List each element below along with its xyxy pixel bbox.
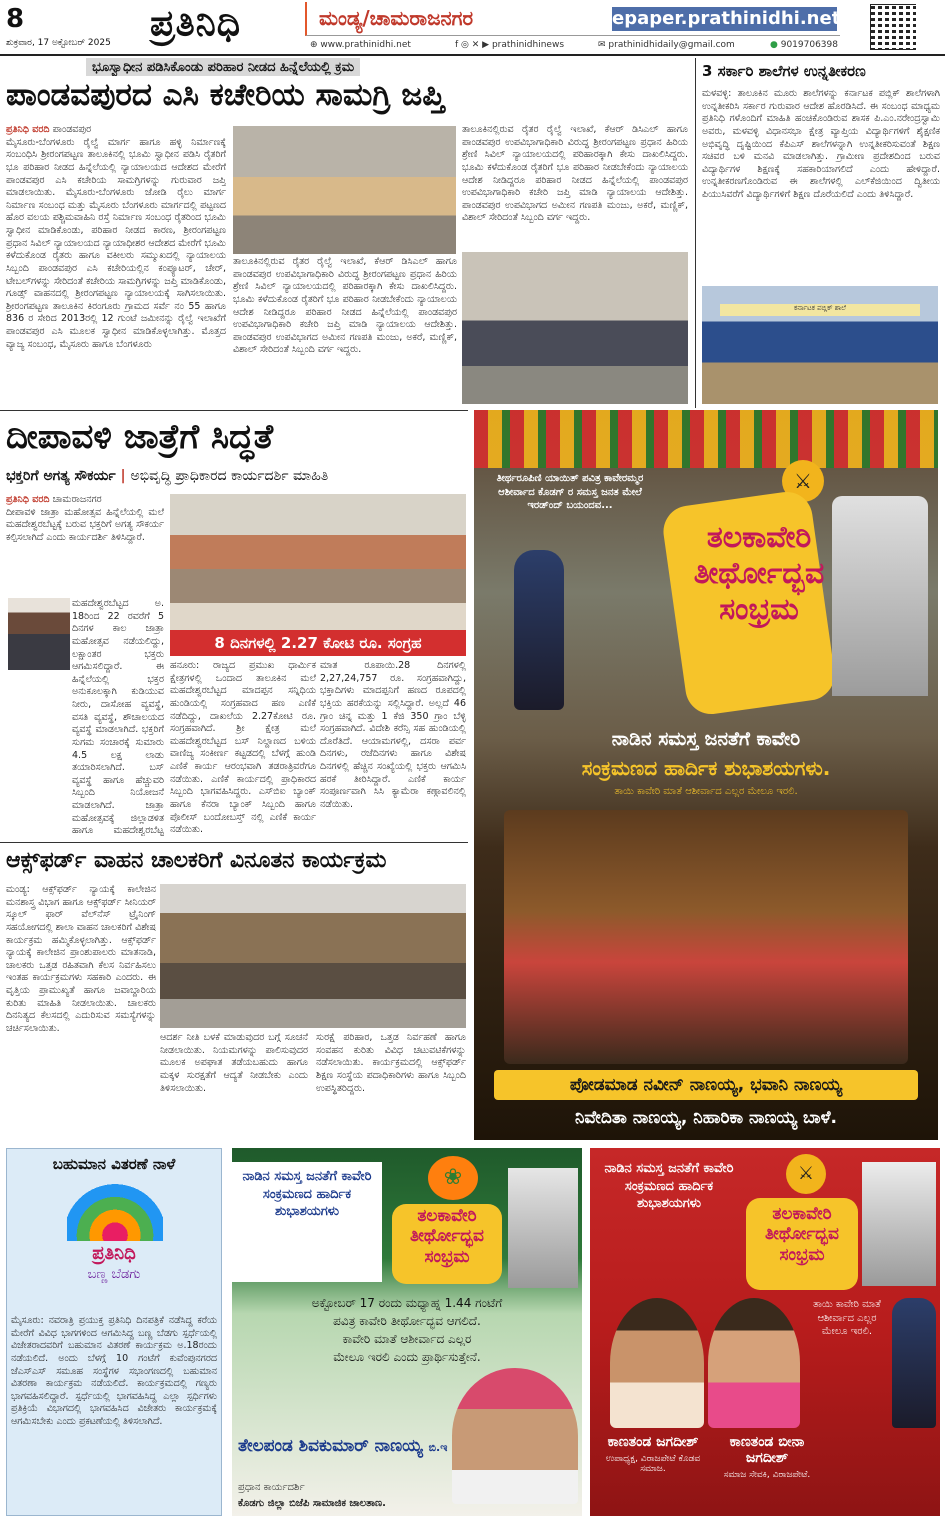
red-ad-greeting: ನಾಡಿನ ಸಮಸ್ತ ಜನತೆಗೆ ಕಾವೇರಿ ಸಂಕ್ರಮಣದ ಹಾರ್ದಿಕ ಶುಭಾಶಯಗಳು <box>604 1161 734 1212</box>
ad-main-title-1: ತಲಕಾವೇರಿ <box>706 520 812 555</box>
issue-date: ಶುಕ್ರವಾರ, 17 ಅಕ್ಟೋಬರ್ 2025 <box>6 38 111 48</box>
globe-icon: ⊕ <box>310 40 321 50</box>
ad-main-tagline: ತೀರ್ಥರೂಪಿಣಿ ಯಾಯಿತ್ ಪವಿತ್ರ ಕಾವೇರಮ್ಮರ ಆಶೀರ್ವಾದ ಕೊಡಗ್ ರ ಸಮಸ್ತ ಜನತ ಮೇಲೆ ಇರಡ್‌ಂದ್ ಬಯಂದವ... <box>496 473 644 511</box>
mail-icon: ✉ <box>598 40 609 50</box>
ad-main-title-3: ಸಂಭ್ರಮ <box>719 592 799 627</box>
ad-main-greeting-1: ನಾಡಿನ ಸಮಸ್ತ ಜನತೆಗೆ ಕಾವೇರಿ <box>611 728 801 750</box>
talakaveri-ad-main[interactable] <box>474 410 938 1140</box>
social-handle[interactable]: f ◎ ✕ ▶ prathinidhinews <box>455 40 565 50</box>
person1-portrait <box>610 1298 704 1428</box>
story3-banner: 8 ದಿನಗಳಲ್ಲಿ 2.27 ಕೋಟಿ ರೂ. ಸಂಗ್ರಹ <box>170 630 466 656</box>
story1-headline[interactable]: ಪಾಂಡವಪುರದ ಎಸಿ ಕಚೇರಿಯ ಸಾಮಗ್ರಿ ಜಪ್ತಿ <box>6 80 445 113</box>
story3-dateline: ಚಾಮರಾಜನಗರ <box>52 494 102 505</box>
website-link[interactable]: ⊕ www.prathinidhi.net <box>310 40 411 50</box>
story3-subhead-a: ಭಕ್ತರಿಗೆ ಅಗತ್ಯ ಸೌಕರ್ಯ <box>6 468 116 484</box>
story4-col2 <box>160 1032 308 1138</box>
story1-photo-furniture <box>233 126 456 254</box>
region-box <box>305 2 840 36</box>
story2-school-photo <box>702 286 938 404</box>
story2-headline[interactable]: 3 ಸರ್ಕಾರಿ ಶಾಲೆಗಳ ಉನ್ನತೀಕರಣ <box>702 64 866 80</box>
story3-lead-text: ದೀಪಾವಳಿ ಜಾತ್ರಾ ಮಹೋತ್ಸವ ಹಿನ್ನೆಲೆಯಲ್ಲಿ ಮಲೆ ಮಹದೇಶ್ವರಬೆಟ್ಟಕ್ಕೆ ಬರುವ ಭಕ್ತರಿಗೆ ಅಗತ್ಯ ಸೌಕರ್ಯ ಕಲ್ಪಿಸಲಾಗಿದೆ ಎಂದು ಕಾರ್ಯದರ್ಶಿ ತಿಳಿಸಿದ್ದಾರೆ. <box>6 506 164 543</box>
story1-dateline: ಪಾಂಡವಪುರ <box>52 124 92 135</box>
story1-photo-officials <box>462 252 688 404</box>
ad-main-blessing: ತಾಯಿ ಕಾವೇರಿ ಮಾತೆ ಆಶೀರ್ವಾದ ಎಲ್ಲರ ಮೇಲೂ ಇರಲಿ. <box>614 786 798 797</box>
phone-number: ● 9019706398 <box>770 40 838 50</box>
story3-byline: ಪ್ರತಿನಿಧಿ ವರದಿ <box>6 494 50 505</box>
story1-byline: ಪ್ರತಿನಿಧಿ ವರದಿ <box>6 124 50 135</box>
prize-box <box>6 1148 222 1516</box>
bjp-portrait <box>452 1368 578 1504</box>
lotus-logo-icon <box>67 1183 163 1241</box>
story1-kicker: ಭೂಸ್ವಾಧೀನ ಪಡಿಸಿಕೊಂಡು ಪರಿಹಾರ ನೀಡದ ಹಿನ್ನೆಲೆಯಲ್ಲಿ ಕ್ರಮ <box>86 58 360 76</box>
red-ad-shrine-image <box>862 1162 936 1286</box>
red-ad[interactable] <box>590 1148 940 1516</box>
goddess-idol-image <box>514 550 564 710</box>
story1-col1-text: ಮೈಸೂರು-ಬೆಂಗಳೂರು ರೈಲ್ವೆ ಮಾರ್ಗ ಹಾಗೂ ಹಳ್ಳಿ ನಿರ್ಮಾಣಕ್ಕೆ ಸಂಬಂಧಿಸಿ ಶ್ರೀರಂಗಪಟ್ಟಣ ತಾಲೂಕಿನಲ್ಲಿ ಭೂಮಿ ಸ್ವಾಧೀನ ಪಡಿಸಿ ರೈತರಿಗೆ ಭೂ ಪರಿಹಾರ ನೀಡದ ಹಿನ್ನೆಲೆಯಲ್ಲಿ ನ್ಯಾಯಾಲಯದ ಆದೇಶದ ಮೇರೆಗೆ ಪಾಂಡವಪುರ ಎಸಿ ಕಚೇರಿಯ ಸಾಮಗ್ರಿಗಳನ್ನು ಗುರುವಾರ ಜಪ್ತಿ ಮಾಡಲಾಯಿತು. ಮೈಸೂರು-ಬೆಂಗಳೂರು ಜೋಡಿ ರೈಲು ಮಾರ್ಗ ನಿರ್ಮಾಣ ಸಂಬಂಧ ಮತ್ತು ಮೈಸೂರು ಬೆಂಗಳೂರು ಮಾರ್ಗದಲ್ಲಿ ಪಟ್ಟಣದ ಹೊರ ವಲಯ ಪಶ್ಚಿಮವಾಹಿನಿ ರಸ್ತೆ ನಿರ್ಮಾಣ ಸಂಬಂಧ ರೈತರಿಂದ ಭೂಮಿ ಸ್ವಾಧೀನ ಮಾಡಿಕೊಂಡು, ಪರಿಹಾರ ನೀಡದ ಕಾರಣ, ಶ್ರೀರಂಗಪಟ್ಟಣ ಪ್ರಧಾನ ಸಿವಿಲ್ ನ್ಯಾಯಾಲಯದ ನ್ಯಾಯಾಧೀಶರ ಆದೇಶದ ಮೇರೆಗೆ ಭೂಮಿ ಕಳೆದುಕೊಂಡ ರೈತರು ಹಾಗೂ ವಕೀಲರು ಸಮ್ಮುಖದಲ್ಲಿ ನ್ಯಾಯಾಲಯ ಸಿಬ್ಬಂದಿ ಪಾಂಡವಪುರ ಎಸಿ ಕಚೇರಿಯಲ್ಲಿನ ಕಂಪ್ಯೂಟರ್, ಚೇರ್, ಟೇಬಲ್‌ಗಳನ್ನು ಸೇರಿದಂತೆ ಕಚೇರಿಯ ಸಾಮಗ್ರಿಗಳನ್ನು ಜಪ್ತಿ ಮಾಡಿಕೊಂಡು, ಗೂಡ್ಸ್ ವಾಹನದಲ್ಲಿ ಶ್ರೀರಂಗಪಟ್ಟಣ ನ್ಯಾಯಾಲಯಕ್ಕೆ ಸಾಗಿಸಲಾಯಿತು. ಶ್ರೀರಂಗಪಟ್ಟಣ ತಾಲೂಕಿನ ಕಿರಂಗೂರು ಗ್ರಾಮದ ಸರ್ವೆ ನಂ 55 ಹಾಗೂ 836 ರ ಸೇರಿದ 2013ರಲ್ಲಿ 12 ಗುಂಟೆ ಜಮೀನನ್ನು ರೈಲ್ವೆ ಇಲಾಖೆಗೆ ಪಾಂಡವಪುರ ಎಸಿ ಮೂಲಕ ಸ್ವಾಧೀನ ಮಾಡಿಕೊಳ್ಳಲಾಗಿತ್ತು. ಮೊತ್ತದ ವ್ಯಾಜ್ಯ ಸಂಬಂಧ, ಮೈಸೂರು ಹಾಗೂ ಬೆಂಗಳೂರು <box>6 136 226 350</box>
bjp-shrine-image <box>508 1168 578 1288</box>
edition-region: ಮಂಡ್ಯ/ಚಾಮರಾಜನಗರ <box>319 6 474 30</box>
bjp-greeting: ನಾಡಿನ ಸಮಸ್ತ ಜನತೆಗೆ ಕಾವೇರಿ ಸಂಕ್ರಮಣದ ಹಾರ್ದಿಕ ಶುಭಾಶಯಗಳು <box>242 1169 372 1220</box>
red-ad-title: ತಲಕಾವೇರಿ ತೀರ್ಥೋದ್ಭವ ಸಂಭ್ರಮ <box>765 1204 839 1265</box>
epaper-link[interactable]: epaper.prathinidhi.net <box>612 8 841 29</box>
story1-col1 <box>6 124 226 406</box>
story4-col1 <box>6 884 156 1138</box>
ad-main-names-1: ಪೋಡಮಾಡ ನವೀನ್ ನಾಣಯ್ಯ, ಭವಾನಿ ನಾಣಯ್ಯ <box>494 1070 918 1100</box>
bjp-lotus-icon: ❀ <box>428 1156 478 1200</box>
story3-col-left <box>6 598 164 836</box>
qr-code[interactable] <box>870 4 916 50</box>
social-icons: f ◎ ✕ ▶ <box>455 40 492 50</box>
red-ad-blessing: ತಾಯಿ ಕಾವೇರಿ ಮಾತೆ ಆಶೀರ್ವಾದ ಎಲ್ಲರ ಮೇಲೂ ಇರಲಿ. <box>813 1299 881 1337</box>
bjp-title: ತಲಕಾವೇರಿ ತೀರ್ಥೋದ್ಭವ ಸಂಭ್ರಮ <box>410 1206 484 1267</box>
whatsapp-icon: ● <box>770 40 781 50</box>
bjp-name: ತೇಲಪಂಡ ಶಿವಕುಮಾರ್ ನಾಣಯ್ಯ ಬಿ.ಇ <box>238 1436 448 1456</box>
story4-col1-text: ಮಂಡ್ಯ: ಆಕ್ಸ್‌ಫರ್ಡ್ ನ್ಯಾಯಕ್ಕೆ ಕಾಲೇಜಿನ ಮನಶಾಸ್ತ್ರ ವಿಭಾಗ ಹಾಗೂ ಆಕ್ಸ್‌ಫರ್ಡ್ ಸೀನಿಯರ್ ಸ್ಕೂಲ್ ಫಾರ್ ವೆಲ್‌ನೆಸ್ ಟ್ರೈನಿಂಗ್ ಸಹಯೋಗದಲ್ಲಿ ಶಾಲಾ ವಾಹನ ಚಾಲಕರಿಗೆ ವಿಶೇಷ ಕಾರ್ಯಕ್ರಮ ಹಮ್ಮಿಕೊಳ್ಳಲಾಗಿತ್ತು. ಆಕ್ಸ್‌ಫರ್ಡ್ ನ್ಯಾಯಕ್ಕೆ ಕಾಲೇಜಿನ ಪ್ರಾಂಶುಪಾಲರು ಮಾತನಾಡಿ, ಚಾಲಕರು ಒತ್ತಡ ರಹಿತವಾಗಿ ಕೆಲಸ ನಿರ್ವಹಿಸಲು ಇಂತಹ ಕಾರ್ಯಕ್ರಮಗಳು ಸಹಕಾರಿ ಎಂದರು. ಈ ವೃತ್ತಿಯ ಪ್ರಾಮುಖ್ಯತೆ ಹಾಗೂ ಜವಾಬ್ದಾರಿಯ ಕುರಿತು ಮಾಹಿತಿ ನೀಡಲಾಯಿತು. ಚಾಲಕರು ದಿನನಿತ್ಯದ ಕೆಲಸದಲ್ಲಿ ಎದುರಿಸುವ ಸಮಸ್ಯೆಗಳನ್ನು ಚರ್ಚಿಸಲಾಯಿತು. <box>6 884 156 1034</box>
person1-name: ಕಾಣತಂಡ ಜಗದೀಶ್ <box>607 1434 699 1450</box>
garland-decoration <box>474 410 938 468</box>
ad-main-title-2: ತೀರ್ಥೋದ್ಭವ <box>693 556 825 591</box>
bjp-org: ಕೊಡಗು ಜಿಲ್ಲಾ ಬಿಜೆಪಿ ಸಾಮಾಜಿಕ ಜಾಲತಾಣ. <box>238 1498 386 1509</box>
story3-counting-photo <box>170 494 466 630</box>
person2-name: ಕಾಣತಂಡ ಬೀನಾ ಜಗದೀಶ್ <box>729 1434 805 1466</box>
story4-col2-text: ಆದರ್ಶ ನೀತಿ ಬಳಕೆ ಮಾಡುವುದರ ಬಗ್ಗೆ ಸೂಚನೆ ನೀಡಲಾಯಿತು. ನಿಯಮಗಳನ್ನು ಪಾಲಿಸುವುದರ ಮೂಲಕ ಅಪಘಾತ ತಡೆಯಬಹುದು ಹಾಗೂ ಮಕ್ಕಳ ಸುರಕ್ಷತೆಗೆ ಆದ್ಯತೆ ನೀಡಬೇಕು ಎಂದು ತಿಳಿಸಲಾಯಿತು. <box>160 1032 308 1094</box>
story3-headline[interactable]: ದೀಪಾವಳಿ ಜಾತ್ರೆಗೆ ಸಿದ್ಧತೆ <box>6 420 274 457</box>
story3-col-mid-text: ಹನೂರು: ರಾಜ್ಯದ ಪ್ರಮುಖ ಧಾರ್ಮಿಕ ಕ್ಷೇತ್ರಗಳಲ್ಲಿ ಒಂದಾದ ತಾಲೂಕಿನ ಮಲೆ ಮಹದೇಶ್ವರಬೆಟ್ಟದ ಮಾದಪ್ಪನ ಸನ್ನಿಧಿಯ ಹುಂಡಿಯಲ್ಲಿ ಸಂಗ್ರಹವಾದ ಹಣ ಎಣಿಕೆ ನಡೆದಿದ್ದು, ದಾಖಲೆಯ 2.27ಕೋಟಿ ರೂ. ಸಂಗ್ರಹವಾಗಿದೆ. ಶ್ರೀ ಕ್ಷೇತ್ರ ಮಲೆ ಮಹದೇಶ್ವರಬೆಟ್ಟದ ಬಸ್ ನಿಲ್ದಾಣದ ಬಳಿಯ ವಾಣಿಜ್ಯ ಸಂಕೀರ್ಣ ಕಟ್ಟಡದಲ್ಲಿ ಬೆಳಗ್ಗೆ ಹುಂಡಿ ಎಣಿಕೆ ಕಾರ್ಯ ಆರಂಭವಾಗಿ ತಡರಾತ್ರಿವರೆಗೂ ನಡೆಯಿತು. ಎಣಿಕೆ ಕಾರ್ಯದಲ್ಲಿ ಪ್ರಾಧಿಕಾರದ ಸಿಬ್ಬಂದಿ ಭಾಗವಹಿಸಿದ್ದರು. ಎಸ್‌ಬಿಐ ಬ್ಯಾಂಕ್ ಹಾಗೂ ಕೆನರಾ ಬ್ಯಾಂಕ್ ಸಿಬ್ಬಂದಿ ಹಾಗೂ ಪೊಲೀಸ್ ಬಂದೋಬಸ್ತ್ ನಲ್ಲಿ ಎಣಿಕೆ ಕಾರ್ಯ ನಡೆಯಿತು. <box>170 660 316 836</box>
person1-card <box>598 1434 708 1474</box>
story4-group-photo <box>160 884 466 1028</box>
story1-col3-text: ತಾಲೂಕಿನಲ್ಲಿರುವ ರೈತರ ರೈಲ್ವೆ ಇಲಾಖೆ, ಕೆಆರ್ ಡಿಸಿಎಲ್ ಹಾಗೂ ಪಾಂಡವಪುರ ಉಪವಿಭಾಗಾಧಿಕಾರಿ ವಿರುದ್ಧ ಶ್ರೀರಂಗಪಟ್ಟಣ ಪ್ರಧಾನ ಹಿರಿಯ ಶ್ರೇಣಿ ಸಿವಿಲ್ ನ್ಯಾಯಾಲಯದಲ್ಲಿ ಪರಿಹಾರಕ್ಕಾಗಿ ಕೇಸು ದಾಖಲಿಸಿದ್ದರು. ಭೂಮಿ ಕಳೆದುಕೊಂಡ ರೈತರಿಗೆ ಭೂ ಪರಿಹಾರ ನೀಡಬೇಕೆಂದು ನ್ಯಾಯಾಲಯ ಆದೇಶ ನೀಡಿದ್ದರೂ ಪರಿಹಾರ ನೀಡದ ಹಿನ್ನೆಲೆಯಲ್ಲಿ ಪಾಂಡವಪುರ ಉಪವಿಭಾಗಾಧಿಕಾರಿ ಕಚೇರಿ ಜಪ್ತಿ ಮಾಡಿ ನ್ಯಾಯಾಲಯ ಆದೇಶಿತ್ತು. ಪಾಂಡವಪುರ ಉಪವಿಭಾಗದ ಅಮೀನ ಗಣಪತಿ ಮಂಜು, ಅಕರೆ, ಮಣ್ಣಿಕ್, ವಿಶಾಲ್ ಸೇರಿದಂತೆ ಸಿಬ್ಬಂದಿ ವರ್ಗ ಇದ್ದರು. <box>462 124 688 224</box>
story1-col2-text: ತಾಲೂಕಿನಲ್ಲಿರುವ ರೈತರ ರೈಲ್ವೆ ಇಲಾಖೆ, ಕೆಆರ್ ಡಿಸಿಎಲ್ ಹಾಗೂ ಪಾಂಡವಪುರ ಉಪವಿಭಾಗಾಧಿಕಾರಿ ವಿರುದ್ಧ ಶ್ರೀರಂಗಪಟ್ಟಣ ಪ್ರಧಾನ ಹಿರಿಯ ಶ್ರೇಣಿ ಸಿವಿಲ್ ನ್ಯಾಯಾಲಯದಲ್ಲಿ ಪರಿಹಾರಕ್ಕಾಗಿ ಕೇಸು ದಾಖಲಿಸಿದ್ದರು. ಭೂಮಿ ಕಳೆದುಕೊಂಡ ರೈತರಿಗೆ ಭೂ ಪರಿಹಾರ ನೀಡಬೇಕೆಂದು ನ್ಯಾಯಾಲಯ ಆದೇಶ ನೀಡಿದ್ದರೂ ಪರಿಹಾರ ನೀಡದ ಹಿನ್ನೆಲೆಯಲ್ಲಿ ಪಾಂಡವಪುರ ಉಪವಿಭಾಗಾಧಿಕಾರಿ ಕಚೇರಿ ಜಪ್ತಿ ಮಾಡಿ ನ್ಯಾಯಾಲಯ ಆದೇಶಿತ್ತು. ಪಾಂಡವಪುರ ಉಪವಿಭಾಗದ ಅಮೀನ ಗಣಪತಿ ಮಂಜು, ಅಕರೆ, ಮಣ್ಣಿಕ್, ವಿಶಾಲ್ ಸೇರಿದಂತೆ ಸಿಬ್ಬಂದಿ ವರ್ಗ ಇದ್ದರು. <box>233 256 457 356</box>
newspaper-logo: ಪ್ರತಿನಿಧಿ <box>150 2 242 44</box>
story1-col3 <box>462 124 688 250</box>
email-link[interactable]: ✉ prathinidhidaily@gmail.com <box>598 40 735 50</box>
page-number: 8 <box>6 4 25 34</box>
kodava-emblem-icon: ⚔ <box>782 460 824 502</box>
prize-logo-sub: ಬಣ್ಣ ಬೆಡಗು <box>87 1267 141 1282</box>
story2-body-text: ಮಳವಳ್ಳಿ: ತಾಲೂಕಿನ ಮೂರು ಶಾಲೆಗಳನ್ನು ಕರ್ನಾಟಕ ಪಬ್ಲಿಕ್ ಶಾಲೆಗಳಾಗಿ ಉನ್ನತೀಕರಿಸಿ ಸರ್ಕಾರ ಗುರುವಾರ ಆದೇಶ ಹೊರಡಿಸಿದೆ. ಈ ಸಂಬಂಧ ಮಾಧ್ಯಮ ಪ್ರತಿನಿಧಿ ಗಳೊಂದಿಗೆ ಮಾಹಿತಿ ಹಂಚಿಕೊಂಡಿರುವ ಶಾಸಕ ಪಿ.ಎಂ.ನರೇಂದ್ರಸ್ವಾಮಿ ಅವರು, ಮಳವಳ್ಳಿ ವಿಧಾನಸಭಾ ಕ್ಷೇತ್ರ ವ್ಯಾಪ್ತಿಯ ವಿದ್ಯಾರ್ಥಿಗಳಿಗೆ ಶೈಕ್ಷಣಿಕ ಅಭಿವೃದ್ಧಿ ದೃಷ್ಟಿಯಿಂದ ಕೆಪಿಎಸ್ ಶಾಲೆಗಳನ್ನಾಗಿ ಉನ್ನತೀಕರಿಸುವಂತೆ ಶಿಕ್ಷಣ ಸಚಿವರ ಬಳಿ ಮನವಿ ಮಾಡಲಾಗಿತ್ತು. ಗ್ರಾಮೀಣ ಪ್ರದೇಶದಿಂದ ಬರುವ ವಿದ್ಯಾರ್ಥಿಗಳ ಶಿಕ್ಷಣಕ್ಕೆ ಸಹಕಾರಿಯಾಗಲಿದೆ ಎಂದು ಹೇಳಿದ್ದಾರೆ. ಉನ್ನತೀಕರಣಗೊಂಡಿರುವ ಈ ಶಾಲೆಗಳಲ್ಲಿ ಎಲ್‌ಕೆಜಿಯಿಂದ ದ್ವಿತೀಯ ಪಿಯುಸಿವರೆಗೆ ವಿದ್ಯಾರ್ಥಿಗಳಿಗೆ ಶಿಕ್ಷಣ ದೊರೆಯಲಿದೆ ಎಂದು ತಿಳಿಸಿದ್ದಾರೆ. <box>702 88 940 200</box>
bjp-role: ಪ್ರಧಾನ ಕಾರ್ಯದರ್ಶಿ <box>238 1482 305 1493</box>
prize-headline[interactable]: ಬಹುಮಾನ ವಿತರಣೆ ನಾಳೆ <box>52 1155 176 1173</box>
story1-col2 <box>233 256 457 406</box>
story3-col-right <box>320 660 466 836</box>
story3-col-right-text: ಮಾತ ರೂಪಾಯಿ.28 ದಿನಗಳಲ್ಲಿ 2,27,24,757 ರೂ. ಸಂಗ್ರಹವಾಗಿದ್ದು, ಭಕ್ತಾದಿಗಳು ಮಾದಪ್ಪನಿಗೆ ಹಣದ ರೂಪದಲ್ಲಿ ಭಕ್ತಿಯ ಹರಕೆಯನ್ನು ಸಲ್ಲಿಸಿದ್ದಾರೆ. ಅಲ್ಲದೆ 46 ಗ್ರಾಂ ಚಿನ್ನ ಮತ್ತು 1 ಕೆಜಿ 350 ಗ್ರಾಂ ಬೆಳ್ಳಿ ಸಂಗ್ರಹವಾಗಿದೆ. ವಿದೇಶಿ ಕರೆನ್ಸಿ ಸಹ ಹುಂಡಿಯಲ್ಲಿ ದೊರೆತಿದೆ. ಆಯಾಮಗಳಲ್ಲಿ, ದಸರಾ ಪರ್ವ ದಿನಗಳು, ರಜೆದಿನಗಳು ಹಾಗೂ ವಿಶೇಷ ದಿನಗಳಲ್ಲಿ ಹೆಚ್ಚಿನ ಸಂಖ್ಯೆಯಲ್ಲಿ ಭಕ್ತರು ಆಗಮಿಸಿ ಹರಕೆ ತೀರಿಸಿದ್ದಾರೆ. ಎಣಿಕೆ ಕಾರ್ಯ ಸಂಪೂರ್ಣವಾಗಿ ಸಿಸಿ ಕ್ಯಾಮೆರಾ ಕಣ್ಗಾವಲಿನಲ್ಲಿ ನಡೆಯಿತು. <box>320 660 466 810</box>
story4-col3 <box>316 1032 466 1138</box>
family-photo <box>504 810 908 1064</box>
bjp-notice: ಅಕ್ಟೋಬರ್ 17 ರಂದು ಮಧ್ಯಾಹ್ನ 1.44 ಗಂಟೆಗೆ ಪವಿತ್ರ ಕಾವೇರಿ ತೀರ್ಥೋದ್ಭವ ಆಗಲಿದೆ. ಕಾವೇರಿ ಮಾತೆ ಆಶೀರ್ವಾದ ಎಲ್ಲರ ಮೇಲೂ ಇರಲಿ ಎಂದು ಪ್ರಾರ್ಥಿಸುತ್ತೇನೆ. <box>311 1296 503 1364</box>
ad-main-greeting-2: ಸಂಕ್ರಮಣದ ಹಾರ್ದಿಕ ಶುಭಾಶಯಗಳು. <box>581 756 831 780</box>
story2-body <box>702 88 940 284</box>
prize-logo-text: ಪ್ರತಿನಿಧಿ <box>92 1243 136 1264</box>
masthead <box>0 0 945 56</box>
ad-main-names-2: ನಿವೇದಿತಾ ನಾಣಯ್ಯ, ನಿಹಾರಿಕಾ ನಾಣಯ್ಯ ಬಾಳೆ. <box>574 1108 838 1128</box>
story3-lead <box>6 494 164 594</box>
person2-card <box>712 1434 822 1480</box>
school-signboard: ಕರ್ನಾಟಕ ಪಬ್ಲಿಕ್ ಶಾಲೆ <box>720 304 920 316</box>
story4-col3-text: ಸುರಕ್ಷೆ ಪರಿಹಾರ, ಒತ್ತಡ ನಿರ್ವಹಣೆ ಹಾಗೂ ಸಂವಹನ ಕುರಿತು ವಿವಿಧ ಚಟುವಟಿಕೆಗಳನ್ನು ನಡೆಸಲಾಯಿತು. ಕಾರ್ಯಕ್ರಮದಲ್ಲಿ ಆಕ್ಸ್‌ಫರ್ಡ್ ಶಿಕ್ಷಣ ಸಂಸ್ಥೆಯ ಪದಾಧಿಕಾರಿಗಳು ಹಾಗೂ ಸಿಬ್ಬಂದಿ ಉಪಸ್ಥಿತರಿದ್ದರು. <box>316 1032 466 1094</box>
story4-headline[interactable]: ಆಕ್ಸ್‌ಫರ್ಡ್ ವಾಹನ ಚಾಲಕರಿಗೆ ವಿನೂತನ ಕಾರ್ಯಕ್ರಮ <box>6 850 387 873</box>
story3-col-left-text: ಮಹದೇಶ್ವರಬೆಟ್ಟದ ಅ. 18ರಿಂದ 22 ರವರೆಗೆ 5 ದಿನಗಳ ಕಾಲ ಜಾತ್ರಾ ಮಹೋತ್ಸವ ನಡೆಯಲಿದ್ದು, ಲಕ್ಷಾಂತರ ಭಕ್ತರು ಆಗಮಿಸಲಿದ್ದಾರೆ. ಈ ಹಿನ್ನೆಲೆಯಲ್ಲಿ ಭಕ್ತರ ಅನುಕೂಲಕ್ಕಾಗಿ ಕುಡಿಯುವ ನೀರು, ದಾಸೋಹ ವ್ಯವಸ್ಥೆ, ವಸತಿ ವ್ಯವಸ್ಥೆ, ಶೌಚಾಲಯದ ವ್ಯವಸ್ಥೆ ಮಾಡಲಾಗಿದೆ. ಭಕ್ತರಿಗೆ ಸುಗಮ ಸಂಚಾರಕ್ಕೆ ಸುಮಾರು 4.5 ಲಕ್ಷ ಲಾಡು ತಯಾರಿಸಲಾಗಿದೆ. ಬಸ್ ವ್ಯವಸ್ಥೆ ಹಾಗೂ ಹೆಚ್ಚುವರಿ ಸಿಬ್ಬಂದಿ ನಿಯೋಜನೆ ಮಾಡಲಾಗಿದೆ. ಜಾತ್ರಾ ಮಹೋತ್ಸವಕ್ಕೆ ಜಿಲ್ಲಾಡಳಿತ ಹಾಗೂ ಮಹದೇಶ್ವರಬೆಟ್ಟ <box>72 598 164 836</box>
ad-main-title <box>664 520 854 628</box>
story1-kicker-wrap <box>86 56 506 76</box>
bjp-ad[interactable] <box>232 1148 582 1516</box>
person2-portrait <box>708 1298 800 1428</box>
red-ad-idol-image <box>892 1298 936 1428</box>
story3-subhead: ಭಕ್ತರಿಗೆ ಅಗತ್ಯ ಸೌಕರ್ಯ | ಅಭಿವೃದ್ಧಿ ಪ್ರಾಧಿಕಾರದ ಕಾರ್ಯದರ್ಶಿ ಮಾಹಿತಿ <box>6 468 329 484</box>
prize-body: ಮೈಸೂರು: ನವರಾತ್ರಿ ಪ್ರಯುಕ್ತ ಪ್ರತಿನಿಧಿ ದಿನಪತ್ರಿಕೆ ನಡೆಸಿದ್ದ ಕರೆಯ ಮೇರೆಗೆ ವಿವಿಧ ಭಾಗಗಳಿಂದ ಆಗಮಿಸಿದ್ದ ಬಣ್ಣ ಬೆಡಗು ಸ್ಪರ್ಧೆಯಲ್ಲಿ ವಿಜೇತರಾದವರಿಗೆ ಬಹುಮಾನ ವಿತರಣೆ ಕಾರ್ಯಕ್ರಮ ಅ.18ರಂದು ನಡೆಯಲಿದೆ. ಅಂದು ಬೆಳಗ್ಗೆ 10 ಗಂಟೆಗೆ ಕುವೆಂಪುನಗರದ ಜೆಎಸ್‌ಎಸ್ ಸಮೂಹ ಸಂಸ್ಥೆಗಳ ಸಭಾಂಗಣದಲ್ಲಿ ಬಹುಮಾನ ವಿತರಣಾ ಕಾರ್ಯಕ್ರಮ ನಡೆಯಲಿದೆ. ಕಾರ್ಯಕ್ರಮದಲ್ಲಿ ಗಣ್ಯರು ಭಾಗವಹಿಸಲಿದ್ದಾರೆ. ಸ್ಪರ್ಧೆಯಲ್ಲಿ ಭಾಗವಹಿಸಿದ್ದ ಎಲ್ಲಾ ಸ್ಪರ್ಧಿಗಳು ಪ್ರತಿಕ್ರಿಯೆ ವಿಭಾಗದಲ್ಲಿ ಭಾಗವಹಿಸಿದ ವಿಜೇತರು ಕಾರ್ಯಕ್ರಮಕ್ಕೆ ಆಗಮಿಸಬೇಕು ಎಂದು ಪ್ರಕಟಣೆಯಲ್ಲಿ ತಿಳಿಸಲಾಗಿದೆ. <box>11 1315 217 1427</box>
shrine-image <box>832 496 928 696</box>
person2-role: ಸಮಾಜ ಸೇವಕಿ, ವಿರಾಜಪೇಟೆ. <box>723 1470 811 1480</box>
person1-role: ಉಪಾಧ್ಯಕ್ಷ, ವಿರಾಜಪೇಟೆ ಕೊಡವ ಸಮಾಜ. <box>605 1454 701 1474</box>
story3-col-mid <box>170 660 316 836</box>
story3-subhead-b: ಅಭಿವೃದ್ಧಿ ಪ್ರಾಧಿಕಾರದ ಕಾರ್ಯದರ್ಶಿ ಮಾಹಿತಿ <box>130 468 329 484</box>
red-ad-emblem-icon: ⚔ <box>786 1154 826 1194</box>
